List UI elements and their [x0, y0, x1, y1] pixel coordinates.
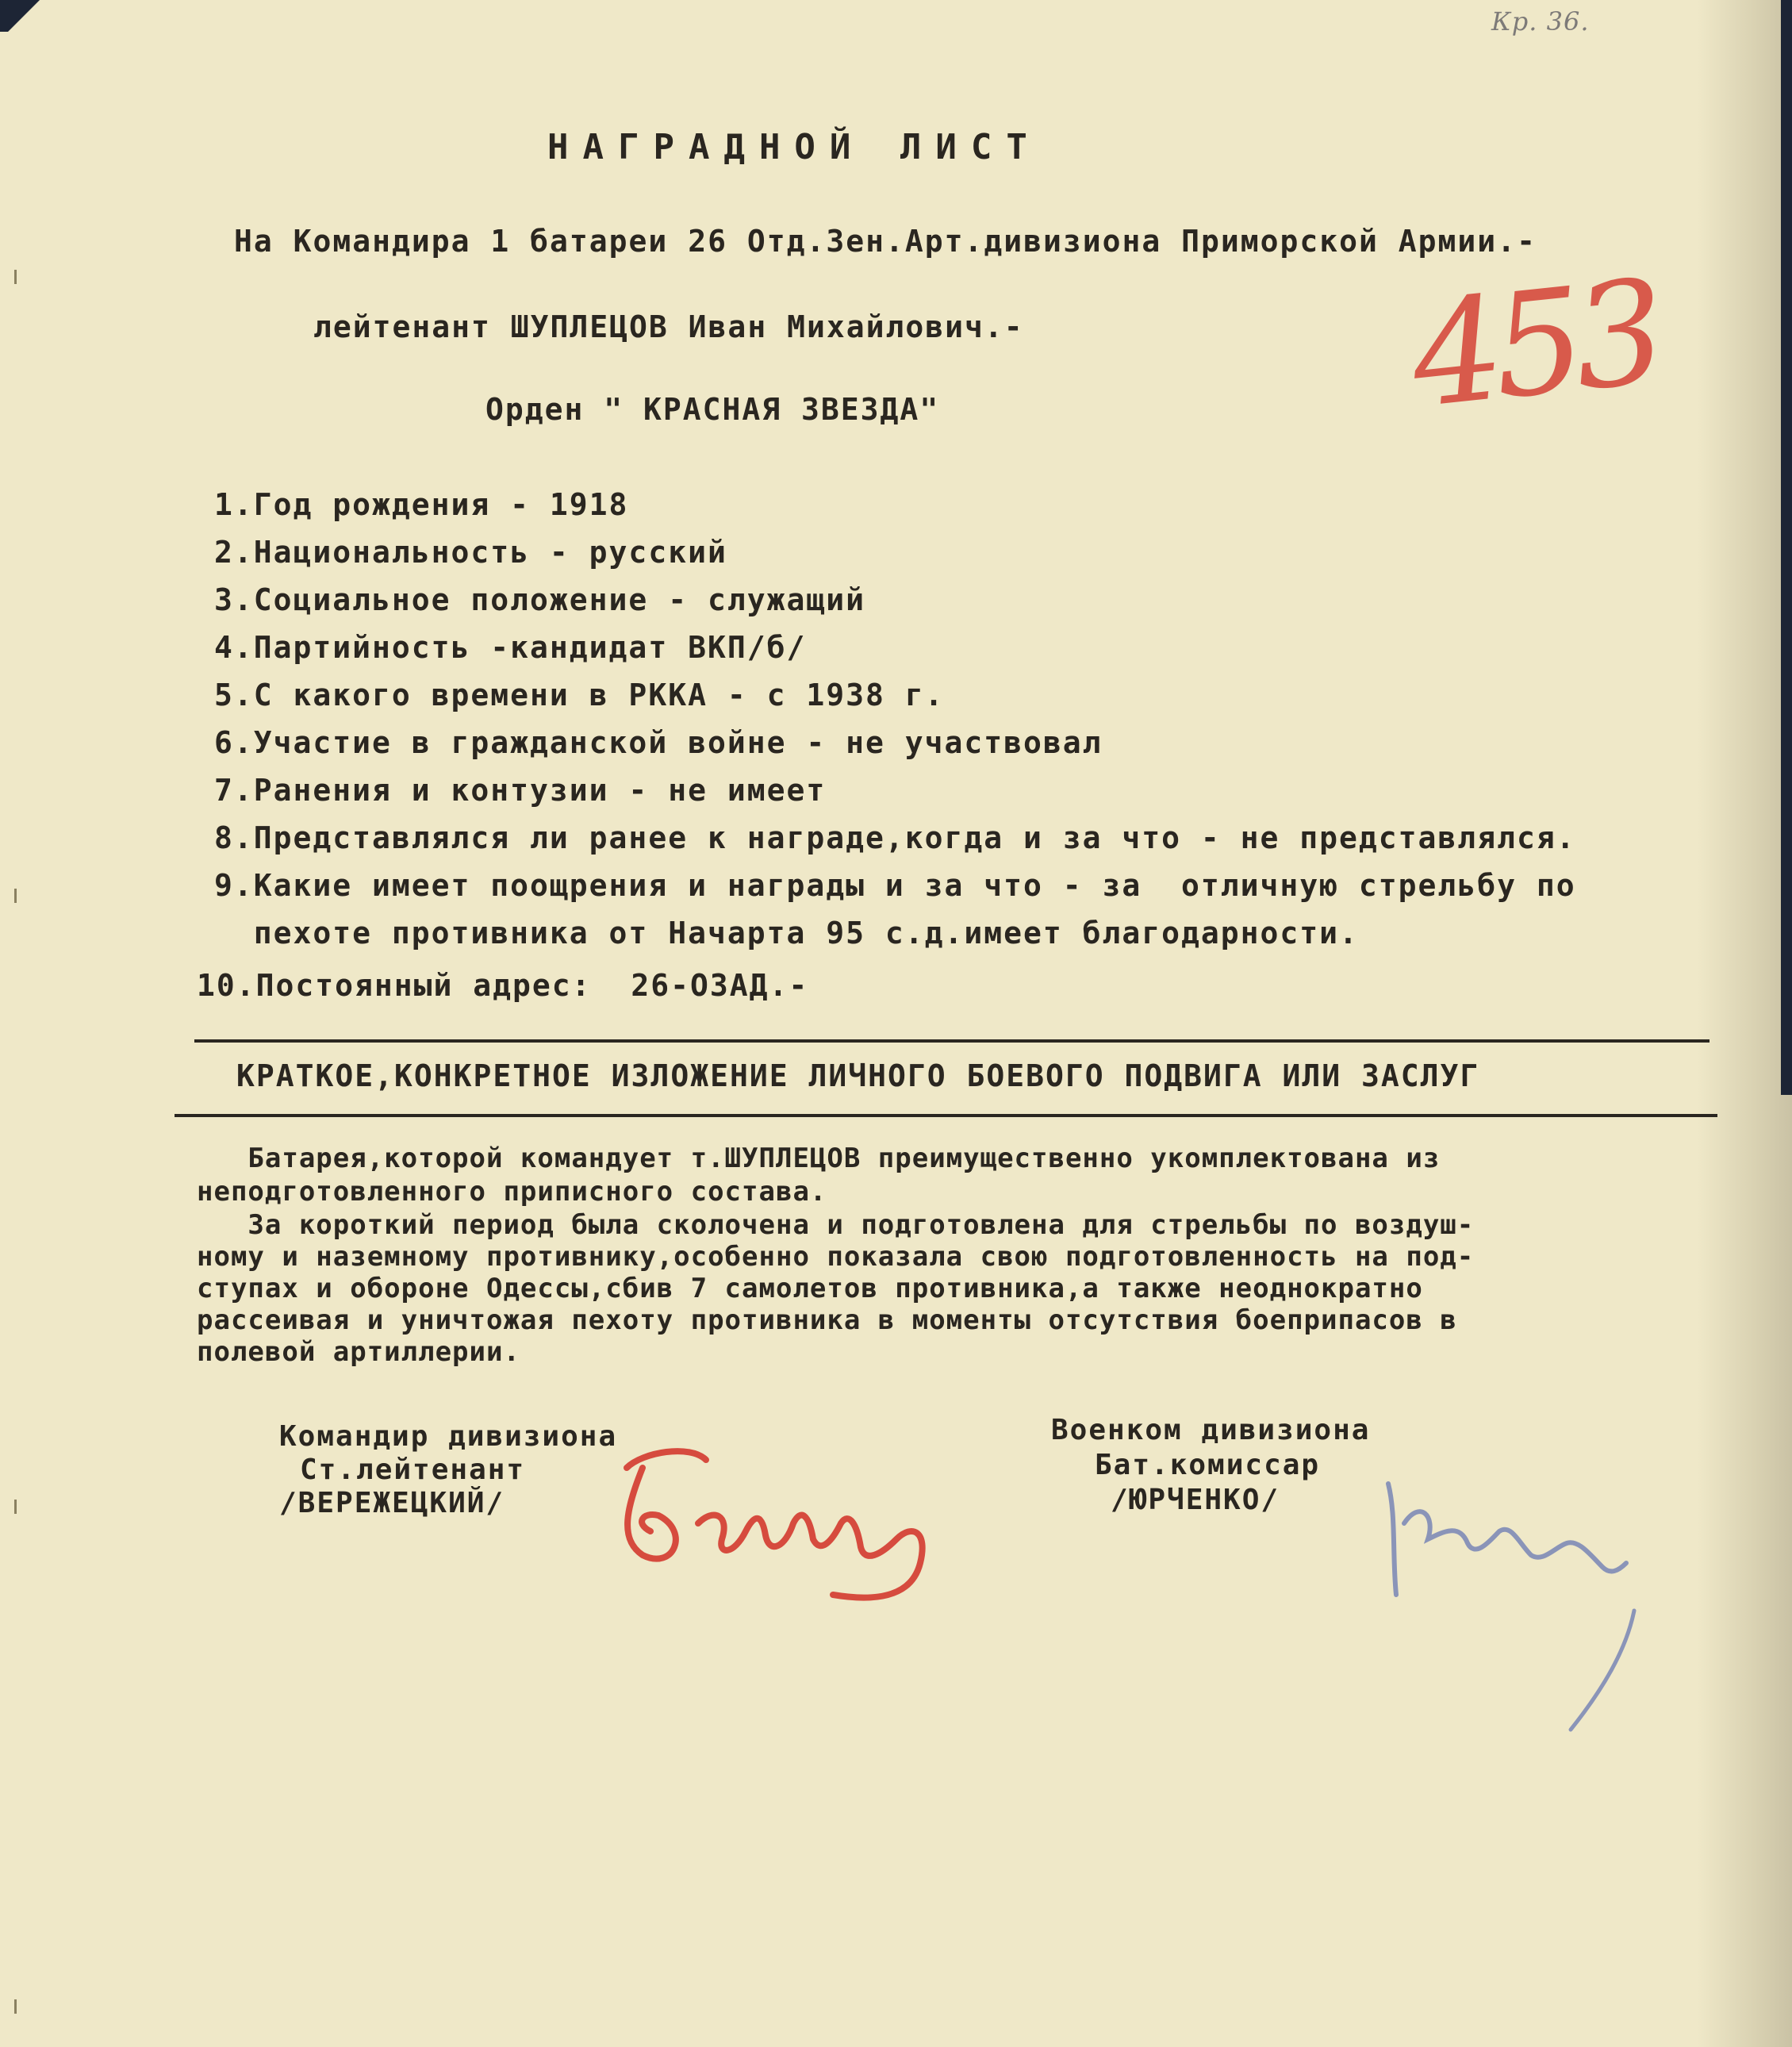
narrative-line: ному и наземному противнику,особенно показала свою подготовленность на под- — [197, 1241, 1475, 1273]
page-corner — [0, 0, 56, 32]
corner-note: Кр. 36. — [1491, 6, 1590, 36]
signature-left-rank: Ст.лейтенант — [300, 1454, 526, 1486]
list-item: 8.Представлялся ли ранее к награде,когда и за что - не представлялся. — [214, 820, 1576, 855]
header-line-1: На Командира 1 батареи 26 Отд.Зен.Арт.дивизиона Приморской Армии.- — [234, 224, 1537, 259]
signature-left-position: Командир дивизиона — [279, 1420, 618, 1453]
list-item: 7.Ранения и контузии - не имеет — [214, 773, 827, 808]
narrative-line: ступах и обороне Одессы,сбив 7 самолетов противника,а также неоднократно — [197, 1273, 1423, 1304]
narrative-line: рассеивая и уничтожая пехоту противника в моменты отсутствия боеприпасов в — [197, 1304, 1457, 1336]
list-item: 2.Национальность - русский — [214, 535, 727, 570]
narrative-line: полевой артиллерии. — [197, 1336, 520, 1368]
header-line-2: лейтенант ШУПЛЕЦОВ Иван Михайлович.- — [313, 309, 1024, 344]
narrative-line: неподготовленного приписного состава. — [197, 1176, 827, 1208]
narrative-line: Батарея,которой командует т.ШУПЛЕЦОВ преимущественно укомплектована из — [197, 1143, 1441, 1174]
punch-mark — [14, 889, 26, 903]
list-item: 3.Социальное положение - служащий — [214, 582, 865, 617]
signature-right-position: Военком дивизиона — [1051, 1414, 1371, 1446]
handwritten-signature-blue — [1372, 1468, 1674, 1753]
list-item: пехоте противника от Начарта 95 с.д.имеет благодарности. — [214, 916, 1359, 951]
signature-right-name: /ЮРЧЕНКО/ — [1111, 1484, 1280, 1516]
list-item: 4.Партийность -кандидат ВКП/б/ — [214, 630, 807, 665]
list-item: 1.Год рождения - 1918 — [214, 487, 629, 522]
list-item: 5.С какого времени в РККА - с 1938 г. — [214, 678, 945, 712]
signature-left-name: /ВЕРЕЖЕЦКИЙ/ — [279, 1487, 505, 1519]
header-line-3: Орден " КРАСНАЯ ЗВЕЗДА" — [485, 392, 940, 427]
punch-mark — [14, 270, 26, 284]
list-item: 6.Участие в гражданской войне - не участвовал — [214, 725, 1103, 760]
list-item: 9.Какие имеет поощрения и награды и за что - за отличную стрельбу по — [214, 868, 1576, 903]
handwritten-signature-red — [595, 1436, 992, 1626]
list-item: 10.Постоянный адрес: 26-ОЗАД.- — [197, 968, 809, 1003]
handwritten-number: 453 — [1403, 249, 1664, 440]
punch-mark — [14, 1500, 26, 1514]
section-heading: КРАТКОЕ,КОНКРЕТНОЕ ИЗЛОЖЕНИЕ ЛИЧНОГО БОЕВОГО ПОДВИГА ИЛИ ЗАСЛУГ — [236, 1058, 1480, 1093]
narrative-line: За короткий период была сколочена и подготовлена для стрельбы по воздуш- — [197, 1209, 1475, 1241]
divider-line — [175, 1114, 1717, 1117]
signature-right-rank: Бат.комиссар — [1095, 1449, 1321, 1481]
divider-line — [194, 1039, 1709, 1043]
punch-mark — [14, 1999, 26, 2014]
page-edge — [1781, 0, 1792, 1095]
document-title: НАГРАДНОЙ ЛИСТ — [547, 127, 1042, 167]
